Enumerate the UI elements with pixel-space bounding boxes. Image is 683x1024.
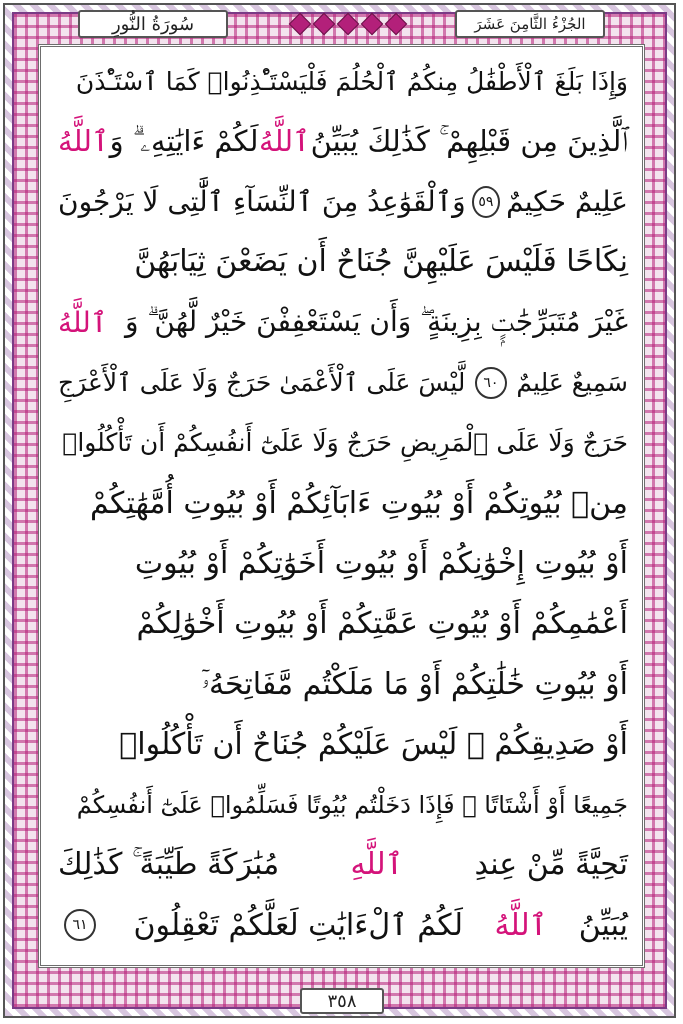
header-ornament [248,12,448,36]
verse-text: نِكَاحًا فَلَيْسَ عَلَيْهِنَّ جُنَاحٌ أَن يَضَعْنَ ثِيَابَهُنَّ [134,244,628,280]
verse-text-area [58,52,628,957]
page-header [38,8,645,40]
verse-line [58,354,628,412]
divine-name: ٱللَّهُ [494,907,548,943]
verse-text: لَّيْسَ عَلَى ٱلْأَعْمَىٰ حَرَجٌ وَلَا عَلَى ٱلْأَعْرَجِ [58,368,466,397]
verse-text: سَمِيعٌ عَلِيمٌ [516,368,628,397]
verse-line [58,112,628,170]
verse-line [58,414,628,472]
ayah-number-marker: ٦١ [64,909,96,941]
verse-line [58,896,628,954]
verse-line [58,534,628,592]
verse-text: لَكُمُ ٱلْءَايَٰتِ لَعَلَّكُمْ تَعْقِلُونَ [133,907,463,943]
divine-name: ٱللَّهُ [259,124,311,159]
verse-text: مُبَٰرَكَةً طَيِّبَةً ۚ كَذَٰلِكَ [58,847,280,883]
verse-line [58,715,628,773]
verse-text: وَٱلْقَوَٰعِدُ مِنَ ٱلنِّسَآءِ ٱلَّٰتِى لَا يَرْجُونَ [58,185,466,219]
verse-text: غَيْرَ مُتَبَرِّجَٰتٍۭ بِزِينَةٍ ۖ وَأَن يَسْتَعْفِفْنَ خَيْرٌ لَّهُنَّ ۗ وَ [124,305,628,339]
verse-text: ٱلَّذِينَ مِن قَبْلِهِمْ ۚ كَذَٰلِكَ يُبَيِّنُ [310,123,628,158]
verse-text: لَكُمْ ءَايَٰتِهِۦ ۗ وَ [109,123,259,158]
ornament-diamond-icon [289,13,312,36]
ayah-number-marker: ٦٠ [475,367,507,399]
verse-line [58,173,628,231]
verse-text: حَرَجٌ وَلَا عَلَى ٱلْمَرِيضِ حَرَجٌ وَلَا عَلَىٰٓ أَنفُسِكُمْ أَن تَأْكُلُوا۟ [62,428,628,458]
verse-line [58,474,628,532]
divine-name: ٱللَّهُ [58,124,110,159]
divine-name: ٱللَّهِ [350,847,404,883]
verse-line [58,233,628,291]
verse-line [58,293,628,351]
verse-text: وَإِذَا بَلَغَ ٱلْأَطْفَٰلُ مِنكُمُ ٱلْحُلُمَ فَلْيَسْتَـْٔذِنُوا۟ كَمَا ٱسْتَـْٔذَنَ [75,66,628,96]
ornament-diamond-icon [337,13,360,36]
verse-line [58,836,628,894]
verse-text: تَحِيَّةً مِّنْ عِندِ [474,847,628,883]
ayah-number-marker: ٥٩ [472,186,501,218]
page-number: ٣٥٨ [300,988,384,1014]
ornament-diamond-icon [313,13,336,36]
verse-line [58,655,628,713]
verse-text: جَمِيعًا أَوْ أَشْتَاتًا ۚ فَإِذَا دَخَلْتُم بُيُوتًا فَسَلِّمُوا۟ عَلَىٰٓ أَنفُسِكُمْ [76,790,628,819]
ornament-diamond-icon [361,13,384,36]
verse-text: عَلِيمٌ حَكِيمٌ [506,185,628,219]
verse-text: أَوْ بُيُوتِ إِخْوَٰنِكُمْ أَوْ بُيُوتِ أَخَوَٰتِكُمْ أَوْ بُيُوتِ [134,545,628,581]
divine-name: ٱللَّهُ [58,305,108,339]
verse-line [58,595,628,653]
verse-line [58,52,628,110]
verse-text: أَوْ صَدِيقِكُمْ ۚ لَيْسَ عَلَيْكُمْ جُنَاحٌ أَن تَأْكُلُوا۟ [119,726,628,762]
juz-label: الجُزْءُ الثَّامِنَ عَشَرَ [455,10,605,38]
verse-text: يُبَيِّنُ [578,907,628,943]
verse-line [58,776,628,834]
ornament-diamond-icon [385,13,408,36]
surah-name-label: سُورَةُ النُّورِ [78,10,228,38]
verse-text: أَوْ بُيُوتِ خَٰلَٰتِكُمْ أَوْ مَا مَلَكْتُم مَّفَاتِحَهُۥٓ [201,666,628,702]
verse-text: أَعْمَٰمِكُمْ أَوْ بُيُوتِ عَمَّٰتِكُمْ أَوْ بُيُوتِ أَخْوَٰلِكُمْ [136,606,628,642]
verse-text: مِنۢ بُيُوتِكُمْ أَوْ بُيُوتِ ءَابَآئِكُمْ أَوْ بُيُوتِ أُمَّهَٰتِكُمْ [89,485,628,521]
